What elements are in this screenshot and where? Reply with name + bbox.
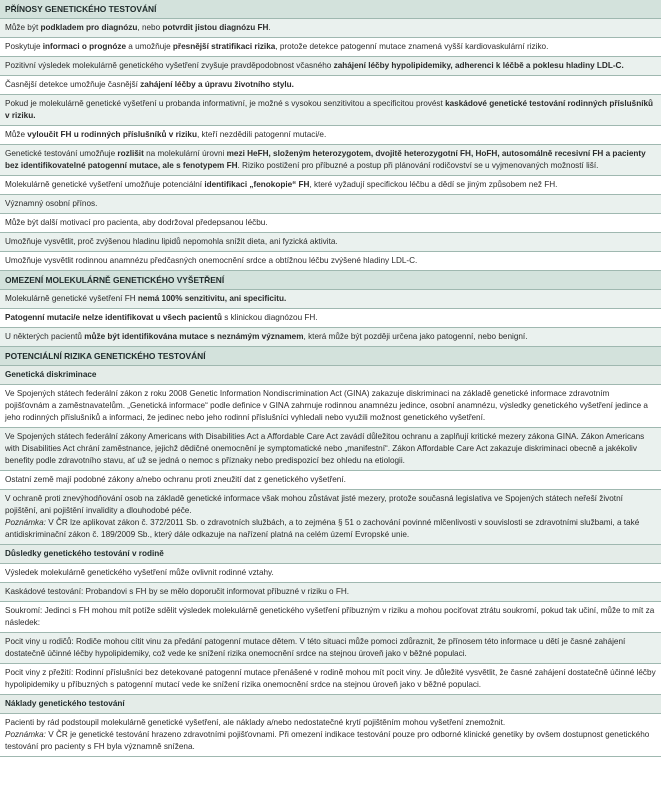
emphasis-text: rozlišit [117,149,144,158]
table-row: Může být podkladem pro diagnózu, nebo potvrdit jistou diagnózu FH. [0,19,661,38]
costs-rows [0,714,661,757]
table-row: Významný osobní přínos. [0,195,661,214]
table-row: U některých pacientů může být identifikována mutace s neznámým významem, která může být později určena jako patogenní, nebo benigní. [0,328,661,347]
emphasis-text: Patogenní mutaci/e nelze identifikovat u všech pacientů [5,313,223,322]
table-row: Molekulárně genetické vyšetření umožňuje potenciální identifikaci „fenokopie“ FH, které vyžadují specifickou léčbu a dědí se jiným způsobem než FH. [0,176,661,195]
emphasis-text: potvrdit jistou diagnózu FH [162,23,269,32]
table-row: Umožňuje vysvětlit, proč zvýšenou hladinu lipidů nepomohla snížit dieta, ani fyzická aktivita. [0,233,661,252]
table-row: Časnější detekce umožňuje časnější zahájení léčby a úpravu životního stylu. [0,76,661,95]
table-row: Pocit viny u rodičů: Rodiče mohou cítit vinu za předání patogenní mutace dětem. V této situaci může pomoci zdůraznit, že přínosem této informace u dětí je časné zahájení dostatečně účinné léčby hypolipidemiky, což vede ke snížení rizika onemocnění srdce na stejnou úroveň jako v běžné populaci. [0,633,661,664]
table-row: Kaskádové testování: Probandovi s FH by se mělo doporučit informovat příbuzné v riziku o FH. [0,583,661,602]
benefits-rows [0,19,661,271]
table-row: Pocit viny z přežití: Rodinní příslušníci bez detekované patogenní mutace přenášené v rodině mohou mít pocit viny. Je důležité vysvětlit, že časné zahájení dostatečně účinné léčby hypolipidemiky u příbuzných s patogenní mutací vede ke snížení rizika onemocnění srdce na stejnou úroveň jako v běžné populaci. [0,664,661,695]
subheading-genetic-discrimination: Genetická diskriminace [0,366,661,385]
table-row: Ve Spojených státech federální zákon z roku 2008 Genetic Information Nondiscrimination Act (GINA) zakazuje diskriminaci na základě genetické informace zdravotním pojišťovnám a zaměstnavatelům. „Genetická informace“ podle definice v GINA zahrnuje rodinnou anamnézu jedince, osobní anamnézu, výsledky genetického vyšetření jedince a jeho rodinných příslušníků a informaci, že jedinec nebo jeho rodinní příslušníci vyhledali nebo využili možnost genetického vyšetření. [0,385,661,428]
note-label: Poznámka: [5,730,46,739]
note-label: Poznámka: [5,518,46,527]
table-row: Výsledek molekulárně genetického vyšetření může ovlivnit rodinné vztahy. [0,564,661,583]
discrimination-rows [0,385,661,545]
subheading-family-consequences: Důsledky genetického testování v rodině [0,545,661,564]
emphasis-text: kaskádové genetické testování rodinných příslušníků v riziku. [5,99,654,120]
emphasis-text: podkladem pro diagnózu [40,23,138,32]
section-heading-benefits: PŘÍNOSY GENETICKÉHO TESTOVÁNÍ [0,0,661,19]
table-row: Ostatní země mají podobné zákony a/nebo ochranu proti zneužití dat z genetického vyšetření. [0,471,661,490]
table-row: Ve Spojených státech federální zákony Americans with Disabilities Act a Affordable Care Act zavádí důležitou ochranu a zaplňují kritické mezery zákona GINA. Zákon Americans with Disabilities Act chrání zaměstnance, jejichž dědičné onemocnění je symptomatické nebo „manifestní“. Zákon Affordable Care Act zakazuje diskriminaci obecně a jakékoliv benefity podle zdravotního stavu, ať už se jedná o nemoc s příznaky nebo predispozicí bez ohledu na etiologii. [0,428,661,471]
table-row: Umožňuje vysvětlit rodinnou anamnézu předčasných onemocnění srdce a obtížnou léčbu zvýšené hladiny LDL-C. [0,252,661,271]
family-rows [0,564,661,695]
table-row: Pacienti by rád podstoupil molekulárně genetické vyšetření, ale náklady a/nebo nedostatečné krytí pojištěním mohou vyšetření znemožnit. Poznámka: V ČR je genetické testování hrazeno zdravotními pojišťovnami. Při omezení indikace testování pouze pro odborné klinické genetiky by ovšem dostupnost genetického testování pro pacienty s FH byla významně snížena. [0,714,661,757]
emphasis-text: zahájení léčby a úpravu životního stylu. [140,80,294,89]
emphasis-text: přesnější stratifikaci rizika [172,42,276,51]
emphasis-text: vyloučit FH u rodinných příslušníků v riziku [27,130,197,139]
emphasis-text: nemá 100% senzitivitu, ani specificitu. [137,294,287,303]
limits-rows [0,290,661,347]
emphasis-text: mezi HeFH, složeným heterozygotem, dvojitě heterozygotní FH, HoFH, autosomálně recesivní FH a pacienty bez identifikovatelné patogenní mutace, ale s fenotypem FH [5,149,646,170]
table-row: V ochraně proti znevýhodňování osob na základě genetické informace však mohou zůstávat jisté mezery, protože současná legislativa ve Spojených státech neřeší životní pojištění, ani pojištění invalidity a dlouhodobé péče. Poznámka: V ČR lze aplikovat zákon č. 372/2011 Sb. o zdravotních službách, a to zejména § 51 o zachování povinné mlčenlivosti v souvislosti se zdravotními službami, a také antidiskriminační zákon č. 189/2009 Sb., který dále odkazuje na nařízení platná na celém území Evropské unie. [0,490,661,545]
table-row: Pozitivní výsledek molekulárně genetického vyšetření zvyšuje pravděpodobnost včasného zahájení léčby hypolipidemiky, adherenci k léčbě a poklesu hladiny LDL-C. [0,57,661,76]
table-row: Patogenní mutaci/e nelze identifikovat u všech pacientů s klinickou diagnózou FH. [0,309,661,328]
emphasis-text: zahájení léčby hypolipidemiky, adherenci k léčbě a poklesu hladiny LDL-C. [333,61,624,70]
table-row: Molekulárně genetické vyšetření FH nemá 100% senzitivitu, ani specificitu. [0,290,661,309]
table-row: Poskytuje informaci o prognóze a umožňuje přesnější stratifikaci rizika, protože detekce patogenní mutace znamená vyšší kardiovaskulární riziko. [0,38,661,57]
emphasis-text: může být identifikována mutace s neznámým významem [84,332,304,341]
section-heading-risks: POTENCIÁLNÍ RIZIKA GENETICKÉHO TESTOVÁNÍ [0,347,661,366]
emphasis-text: informaci o prognóze [42,42,127,51]
table-row: Může vyloučit FH u rodinných příslušníků v riziku, kteří nezdědili patogenní mutaci/e. [0,126,661,145]
emphasis-text: identifikaci „fenokopie“ FH [204,180,310,189]
section-heading-limits: OMEZENÍ MOLEKULÁRNĚ GENETICKÉHO VYŠETŘENÍ [0,271,661,290]
table-row: Pokud je molekulárně genetické vyšetření u probanda informativní, je možné s vysokou senzitivitou a specificitou provést kaskádové genetické testování rodinných příslušníků v riziku. [0,95,661,126]
subheading-testing-costs: Náklady genetického testování [0,695,661,714]
table-row: Genetické testování umožňuje rozlišit na molekulární úrovni mezi HeFH, složeným heterozygotem, dvojitě heterozygotní FH, HoFH, autosomálně recesivní FH a pacienty bez identifikovatelné patogenní mutace, ale s fenotypem FH. Riziko postižení pro příbuzné a postup při plánování rodičovství se u vyjmenovaných možností liší. [0,145,661,176]
table-row: Může být další motivací pro pacienta, aby dodržoval předepsanou léčbu. [0,214,661,233]
table-row: Soukromí: Jedinci s FH mohou mít potíže sdělit výsledek molekulárně genetického vyšetření příbuzným v riziku a mohou pociťovat ztrátu soukromí, pokud tak učiní, může to mít za následek: [0,602,661,633]
